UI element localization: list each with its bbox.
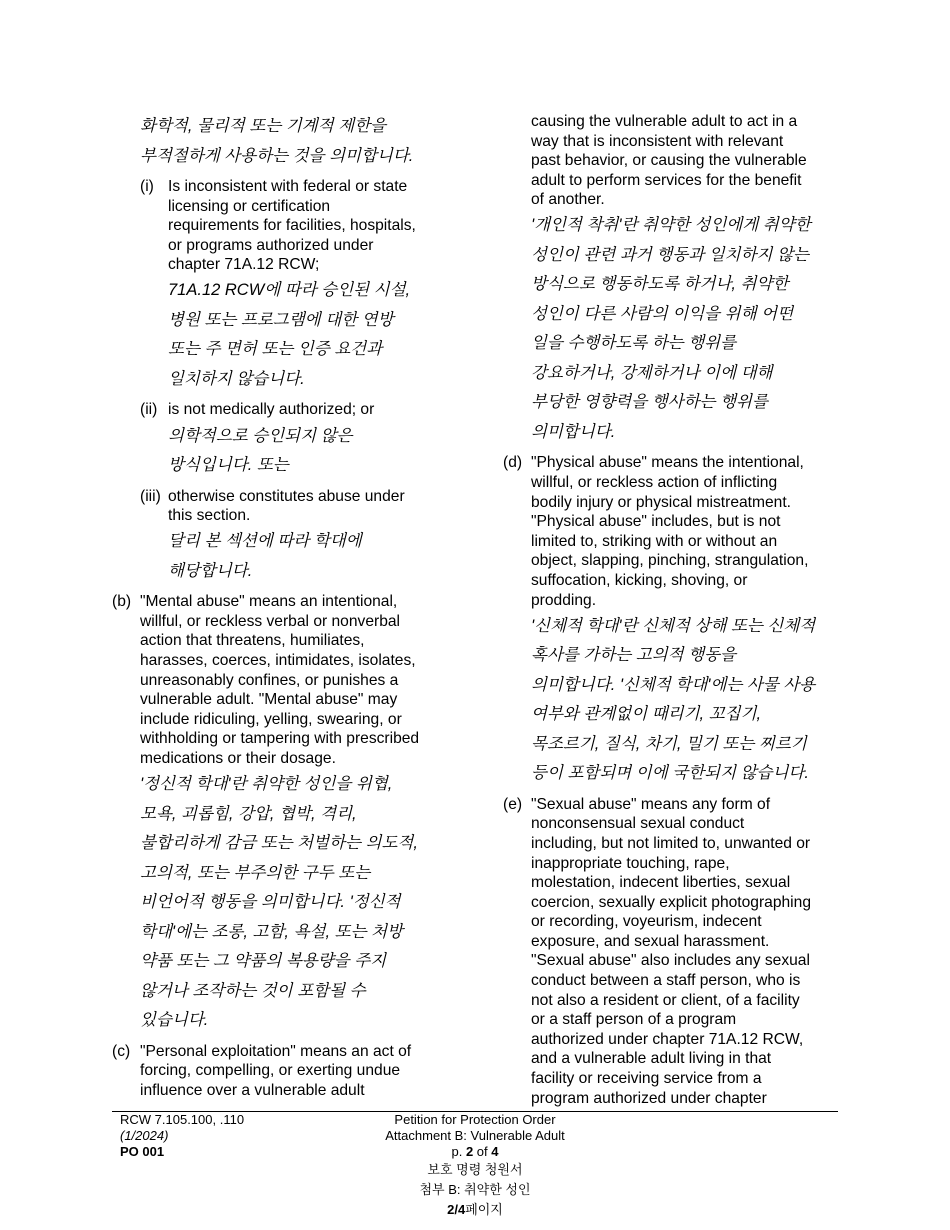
text-line: 학대'에는 조롱, 고함, 욕설, 또는 처방 [140,922,403,941]
text-line: 해당합니다. [168,561,253,580]
text-line: 부당한 영향력을 행사하는 행위를 [531,393,768,412]
list-marker: (iii) [140,487,161,505]
text-line: exposure, and sexual harassment. [531,932,770,950]
text-line: "Sexual abuse" means any form of [531,795,771,813]
list-marker: (d) [503,454,523,472]
text-line: 성인이 관련 과거 행동과 일치하지 않는 [531,245,809,264]
text-line: 있습니다. [140,1011,209,1030]
text-line: 방식입니다. 또는 [168,456,289,475]
text-line: way that is inconsistent with relevant [531,132,784,150]
text-line: 달리 본 섹션에 따라 학대에 [168,532,362,551]
text-line: suffocation, kicking, shoving, or [531,572,748,590]
text-line: 일치하지 않습니다. [168,369,305,388]
text-line: 화학적, 물리적 또는 기계적 제한을 [140,117,387,135]
text-line: '신체적 학대'란 신체적 상해 또는 신체적 [531,616,816,635]
text-line: or recording, voyeurism, indecent [531,913,762,931]
list-marker: (c) [112,1042,131,1060]
text-line: and a vulnerable adult living in that [531,1050,772,1068]
list-marker: (i) [140,178,154,195]
footer-title: Petition for Protection Order [394,1112,556,1127]
text-line: 않거나 조작하는 것이 포함될 수 [140,981,366,1000]
text-line: object, slapping, pinching, strangulation, [531,552,809,570]
text-line: authorized under chapter 71A.12 RCW, [531,1030,804,1048]
text-line: inappropriate touching, rape, [531,854,730,872]
text-line: vulnerable adult. "Mental abuse" may [140,691,398,709]
text-line: 고의적, 또는 부주의한 구두 또는 [140,863,371,882]
text-line: past behavior, or causing the vulnerable [531,152,807,170]
text-line: 71A.12 RCW에 따라 승인된 시설, [168,281,411,300]
text-line: licensing or certification [168,197,331,215]
text-line: forcing, compelling, or exerting undue [140,1062,401,1080]
text-line: or a staff person of a program [531,1011,737,1029]
page-prefix: p. [451,1144,466,1159]
text-line: prodding. [531,591,597,609]
text-line: adult to perform services for the benefit [531,171,802,189]
korean-translation-paragraph [112,276,457,394]
english-paragraph [112,487,457,526]
text-line: otherwise constitutes abuse under [168,487,405,505]
korean-translation-paragraph [503,211,848,447]
text-line: 약품 또는 그 약품의 복용량을 주지 [140,952,387,971]
text-line: 비언어적 행동을 의미합니다. '정신적 [140,893,401,912]
text-line: 일을 수행하도록 하는 행위를 [531,334,737,353]
text-line: 강요하거나, 강제하거나 이에 대해 [531,363,773,382]
footer-subtitle-ko: 첨부 B: 취약한 성인 [419,1182,531,1197]
text-line: causing the vulnerable adult to act in a [531,113,798,130]
footer-title-block [325,1112,625,1220]
text-line: 또는 주 면허 또는 인증 요건과 [168,340,383,359]
text-line: "Physical abuse" includes, but is not [531,513,781,531]
text-line: '정신적 학대'란 취약한 성인을 위협, [140,775,393,794]
page-of: of [473,1144,492,1159]
korean-translation-paragraph [112,770,457,1036]
text-line: limited to, striking with or without an [531,532,778,550]
text-line: willful, or reckless action of inflicting [531,474,778,492]
list-marker: (e) [503,795,523,813]
footer-subtitle: Attachment B: Vulnerable Adult [385,1128,565,1143]
english-paragraph [503,112,848,210]
footer-form-number: PO 001 [120,1144,165,1159]
text-line: of another. [531,191,605,209]
page-total: 4 [491,1144,499,1159]
text-line: program authorized under chapter [531,1089,767,1107]
korean-translation-paragraph [503,612,848,789]
english-paragraph [112,177,457,275]
footer-page-number [325,1144,625,1160]
text-line: Is inconsistent with federal or state [168,178,408,195]
text-line: "Personal exploitation" means an act of [140,1042,412,1060]
footer-page-number-ko [325,1200,625,1220]
text-line: 부적절하게 사용하는 것을 의미합니다. [140,146,414,165]
text-line: nonconsensual sexual conduct [531,815,745,833]
text-line: facility or receiving service from a [531,1070,762,1088]
text-line: requirements for facilities, hospitals, [168,217,416,235]
text-line: harasses, coerces, intimidates, isolates, [140,652,416,670]
text-line: or programs authorized under [168,236,374,254]
english-paragraph [503,795,848,1109]
text-line: '개인적 착취'란 취약한 성인에게 취약한 [531,216,811,235]
text-line: 불합리하게 감금 또는 처벌하는 의도적, [140,834,418,853]
text-line: 혹사를 가하는 고의적 행동을 [531,646,737,665]
text-line: 등이 포함되며 이에 국한되지 않습니다. [531,764,809,783]
text-line: "Sexual abuse" also includes any sexual [531,952,810,970]
text-line: 여부와 관계없이 때리기, 꼬집기, [531,705,762,724]
text-line: 방식으로 행동하도록 하거나, 취약한 [531,275,789,294]
korean-translation-paragraph [112,112,457,171]
text-line: 성인이 다른 사람의 이익을 위해 어떤 [531,304,794,323]
text-line: 의미합니다. '신체적 학대'에는 사물 사용 [531,675,816,694]
footer-revision: (1/2024) [120,1128,169,1143]
page-ko-suffix: 페이지 [465,1202,503,1217]
footer-title-ko: 보호 명령 청원서 [427,1162,523,1177]
text-line: "Mental abuse" means an intentional, [140,593,398,611]
text-line: "Physical abuse" means the intentional, [531,454,804,472]
korean-translation-paragraph [112,422,457,481]
text-line: including, but not limited to, unwanted or [531,834,811,852]
text-line: is not medically authorized; or [168,401,375,419]
text-line: willful, or reckless verbal or nonverbal [140,612,400,630]
text-line: chapter 71A.12 RCW; [168,256,320,274]
english-paragraph [112,592,457,768]
footer-statute: RCW 7.105.100, .110 [120,1112,245,1127]
text-line: 의미합니다. [531,422,616,441]
footer-form-info [120,1112,244,1160]
korean-translation-paragraph [112,527,457,586]
list-marker: (b) [112,593,132,611]
list-marker: (ii) [140,401,158,419]
left-column [112,112,457,1100]
text-line: bodily injury or physical mistreatment. [531,493,791,511]
english-paragraph [503,453,848,610]
text-line: molestation, indecent liberties, sexual [531,874,791,892]
right-column [503,112,848,1108]
text-line: influence over a vulnerable adult [140,1081,365,1099]
text-line: action that threatens, humiliates, [140,632,365,650]
text-line: not also a resident or client, of a facility [531,991,800,1009]
text-line: withholding or tampering with prescribed [140,730,420,748]
english-paragraph [112,1042,457,1101]
text-line: 의학적으로 승인되지 않은 [168,426,353,445]
text-line: include ridiculing, yelling, swearing, or [140,710,402,728]
text-line: unreasonably confines, or punishes a [140,671,399,689]
text-line: 모욕, 괴롭힘, 강압, 협박, 격리, [140,804,357,823]
text-line: this section. [168,507,251,525]
english-paragraph [112,400,457,420]
text-line: medications or their dosage. [140,750,336,767]
text-line: conduct between a staff person, who is [531,972,801,990]
page-ko-number: 2/4 [447,1202,466,1217]
page-current: 2 [465,1144,474,1159]
text-line: 병원 또는 프로그램에 대한 연방 [168,310,394,329]
text-line: 목조르기, 질식, 차기, 밀기 또는 찌르기 [531,734,807,753]
text-line: coercion, sexually explicit photographing [531,893,811,911]
